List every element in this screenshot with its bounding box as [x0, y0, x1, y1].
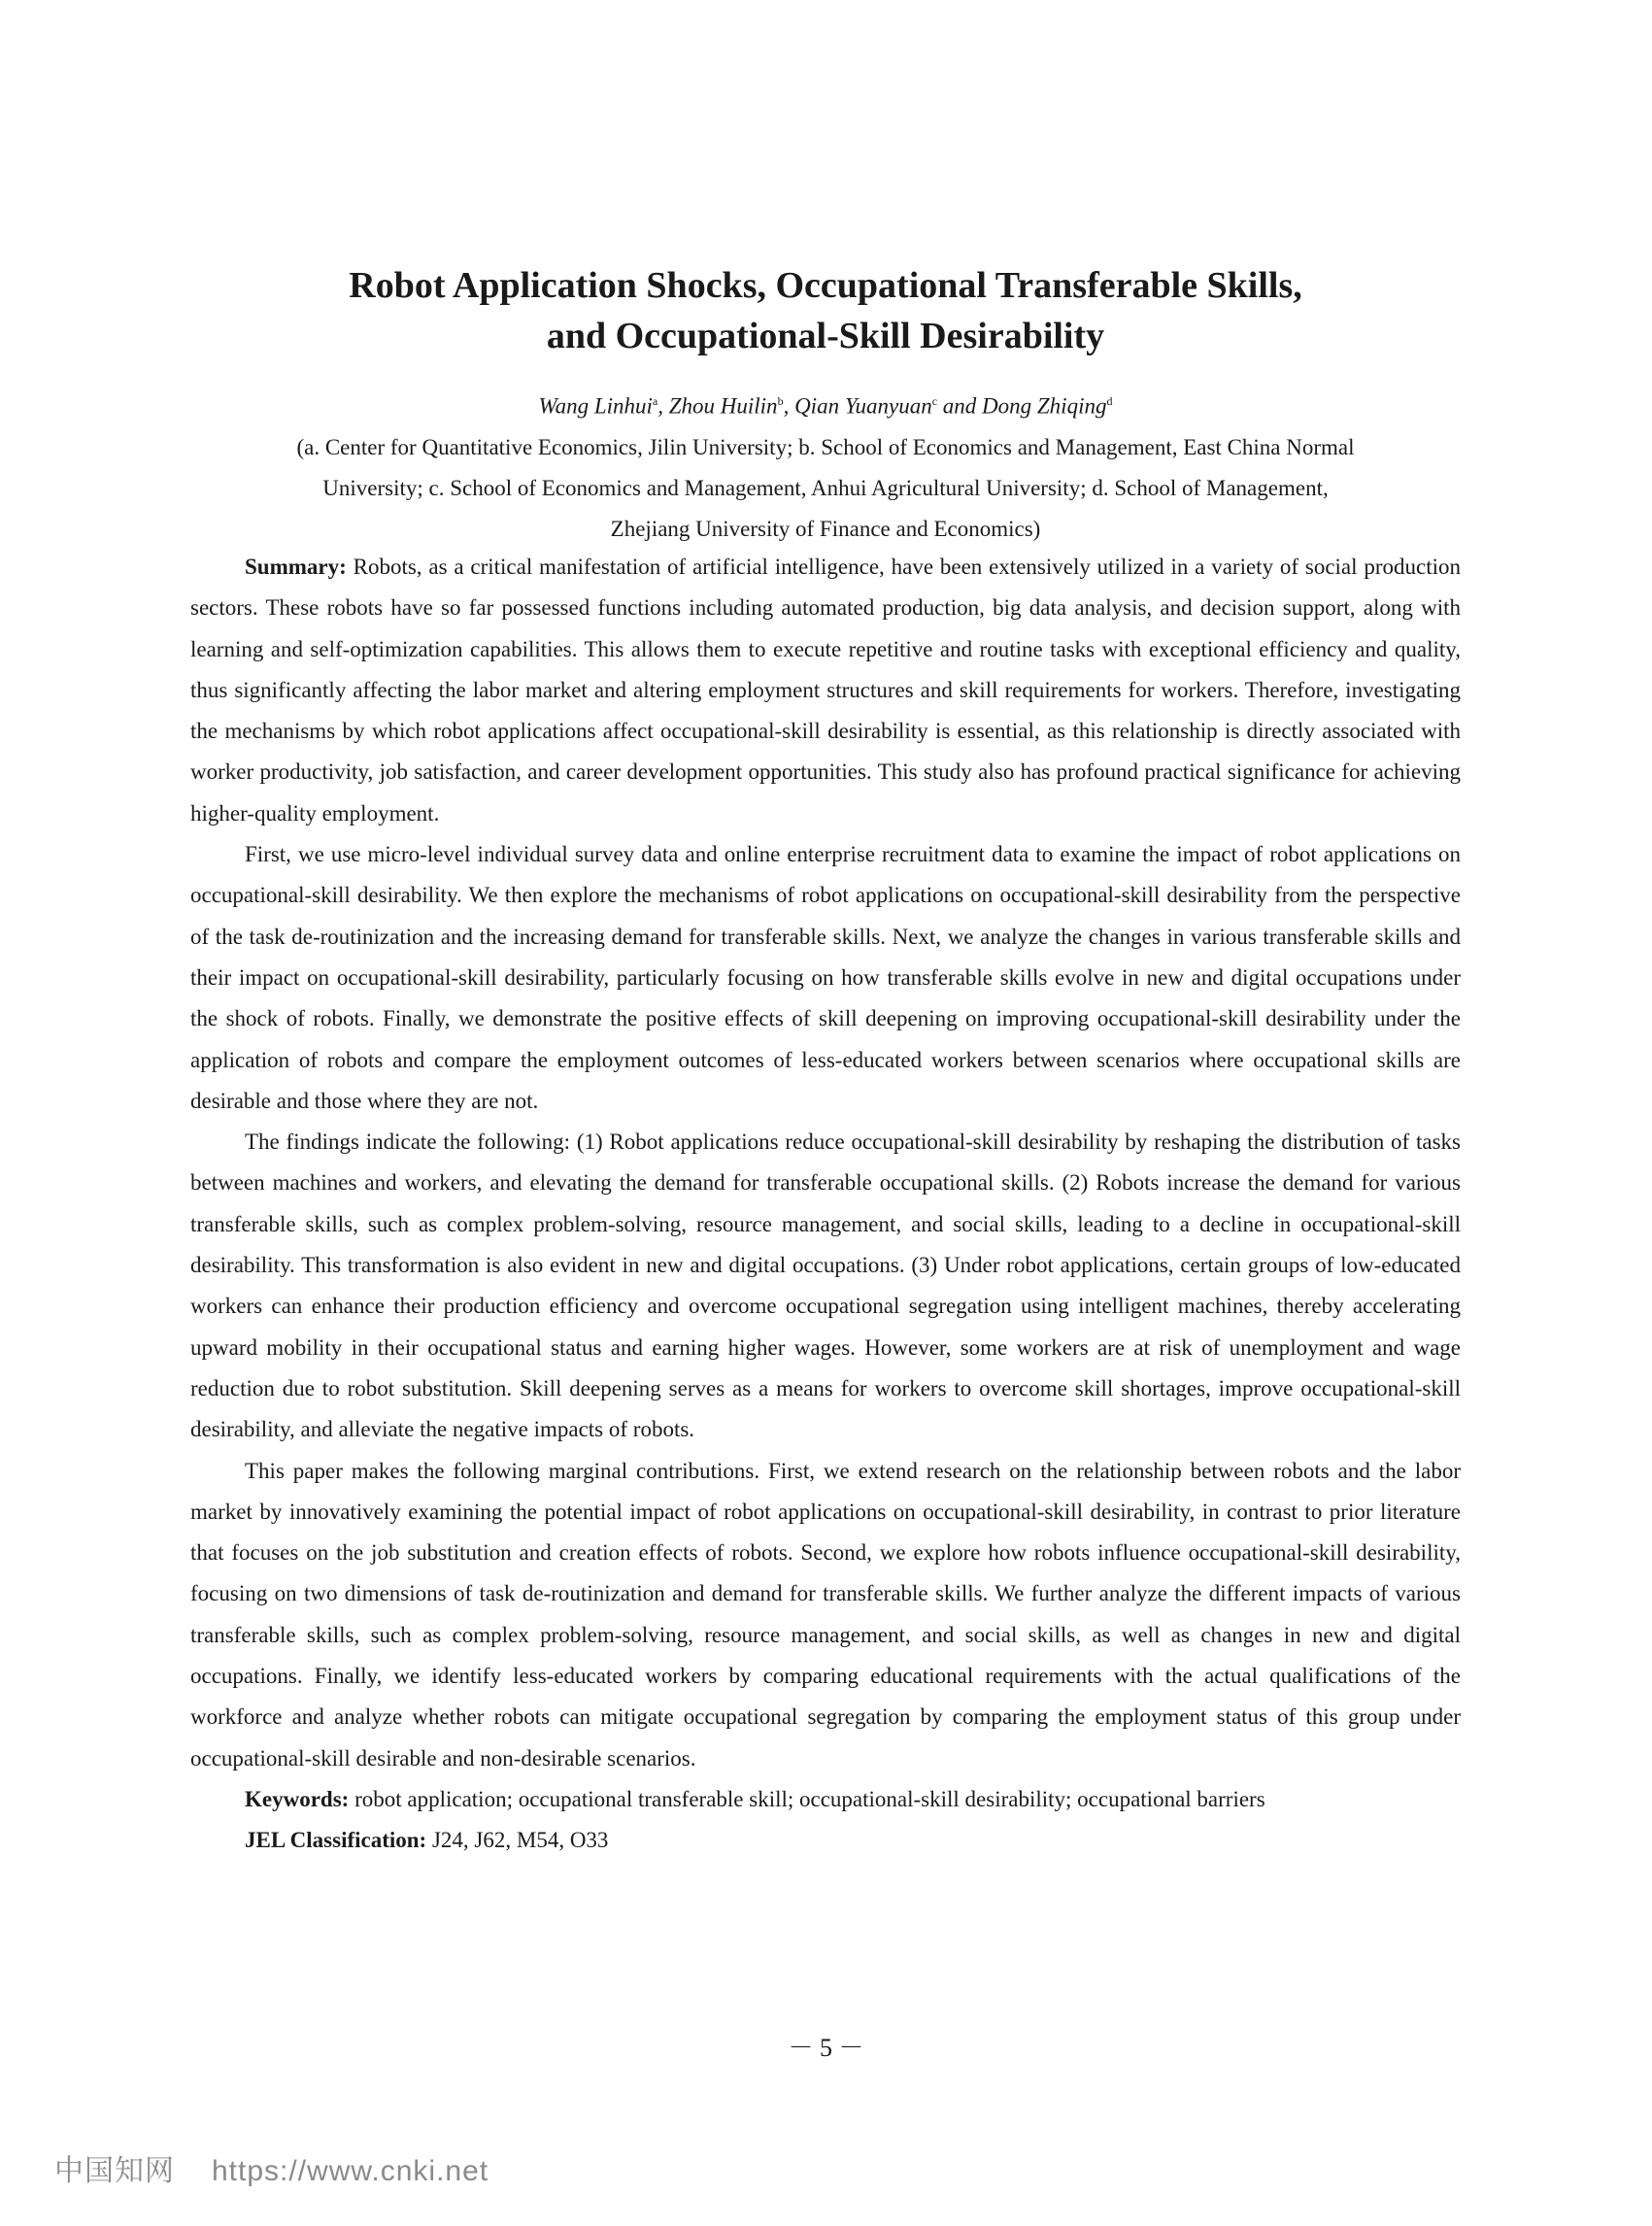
- author-list: [146, 387, 1505, 422]
- cnki-watermark: [54, 2146, 489, 2189]
- author-affiliation-mark: b: [777, 394, 784, 408]
- abstract-body: [190, 547, 1461, 1862]
- author-affiliation-mark: d: [1106, 394, 1113, 408]
- author-separator: and: [937, 393, 983, 419]
- author-affiliation-mark: c: [931, 394, 938, 408]
- affiliation-line: Zhejiang University of Finance and Economics): [610, 517, 1041, 541]
- watermark-url: https://www.cnki.net: [212, 2155, 489, 2187]
- author-name: Zhou Huilin: [668, 393, 778, 419]
- page-number: － 5 －: [788, 2034, 864, 2062]
- watermark-cn: 中国知网: [54, 2154, 175, 2188]
- paper-title: [146, 260, 1505, 361]
- author-name: Qian Yuanyuan: [794, 393, 932, 419]
- jel-label: JEL Classification:: [245, 1828, 427, 1853]
- author-affiliation-mark: a: [652, 394, 658, 408]
- affiliation-line: University; c. School of Economics and Management, Anhui Agricultural University; d. School of Management,: [322, 476, 1329, 500]
- summary-label: Summary:: [245, 555, 347, 579]
- affiliation-line: (a. Center for Quantitative Economics, Jilin University; b. School of Economics and Management, East China Normal: [296, 435, 1355, 459]
- author-separator: ,: [657, 393, 669, 419]
- title-line-2: and Occupational-Skill Desirability: [546, 316, 1105, 356]
- keywords-label: Keywords:: [245, 1786, 350, 1811]
- author-separator: ,: [783, 393, 795, 419]
- keywords-line: [190, 1779, 1461, 1820]
- keywords-text: robot application; occupational transferable skill; occupational-skill desirability; occupational barriers: [349, 1786, 1265, 1811]
- summary-paragraph: [190, 547, 1461, 834]
- jel-text: J24, J62, M54, O33: [426, 1828, 609, 1853]
- summary-text: Robots, as a critical manifestation of artificial intelligence, have been extensively utilized in a variety of social production sectors. These robots have so far possessed functions including automated production, big data analysis, and decision support, along with learning and self-optimization capabilities. This allows them to execute repetitive and routine tasks with exceptional efficiency and quality, thus significantly affecting the labor market and altering employment structures and skill requirements for workers. Therefore, investigating the mechanisms by which robot applications affect occupational-skill desirability is essential, as this relationship is directly associated with worker productivity, job satisfaction, and career development opportunities. This study also has profound practical significance for achieving higher-quality employment.: [190, 555, 1461, 826]
- body-paragraph: This paper makes the following marginal contributions. First, we extend research on the relationship between robots and the labor market by innovatively examining the potential impact of robot applications on occupational-skill desirability, in contrast to prior literature that focuses on the job substitution and creation effects of robots. Second, we explore how robots influence occupational-skill desirability, focusing on two dimensions of task de-routinization and demand for transferable skills. We further analyze the different impacts of various transferable skills, such as complex problem-solving, resource management, and social skills, as well as changes in new and digital occupations. Finally, we identify less-educated workers by comparing educational requirements with the actual qualifications of the workforce and analyze whether robots can mitigate occupational segregation by comparing the employment status of this group under occupational-skill desirable and non-desirable scenarios.: [190, 1458, 1461, 1771]
- body-paragraph: First, we use micro-level individual survey data and online enterprise recruitment data to examine the impact of robot applications on occupational-skill desirability. We then explore the mechanisms of robot applications on occupational-skill desirability from the perspective of the task de-routinization and the increasing demand for transferable skills. Next, we analyze the changes in various transferable skills and their impact on occupational-skill desirability, particularly focusing on how transferable skills evolve in new and digital occupations under the shock of robots. Finally, we demonstrate the positive effects of skill deepening on improving occupational-skill desirability under the application of robots and compare the employment outcomes of less-educated workers between scenarios where occupational skills are desirable and those where they are not.: [190, 842, 1461, 1113]
- author-name: Dong Zhiqing: [982, 393, 1107, 419]
- jel-line: [190, 1820, 1461, 1861]
- author-name: Wang Linhui: [538, 393, 653, 419]
- affiliations: [146, 427, 1505, 550]
- body-paragraph: The findings indicate the following: (1) Robot applications reduce occupational-skill desirability by reshaping the distribution of tasks between machines and workers, and elevating the demand for transferable occupational skills. (2) Robots increase the demand for various transferable skills, such as complex problem-solving, resource management, and social skills, leading to a decline in occupational-skill desirability. This transformation is also evident in new and digital occupations. (3) Under robot applications, certain groups of low-educated workers can enhance their production efficiency and overcome occupational segregation using intelligent machines, thereby accelerating upward mobility in their occupational status and earning higher wages. However, some workers are at risk of unemployment and wage reduction due to robot substitution. Skill deepening serves as a means for workers to overcome skill shortages, improve occupational-skill desirability, and alleviate the negative impacts of robots.: [190, 1130, 1461, 1442]
- title-line-1: Robot Application Shocks, Occupational Transferable Skills,: [349, 265, 1302, 306]
